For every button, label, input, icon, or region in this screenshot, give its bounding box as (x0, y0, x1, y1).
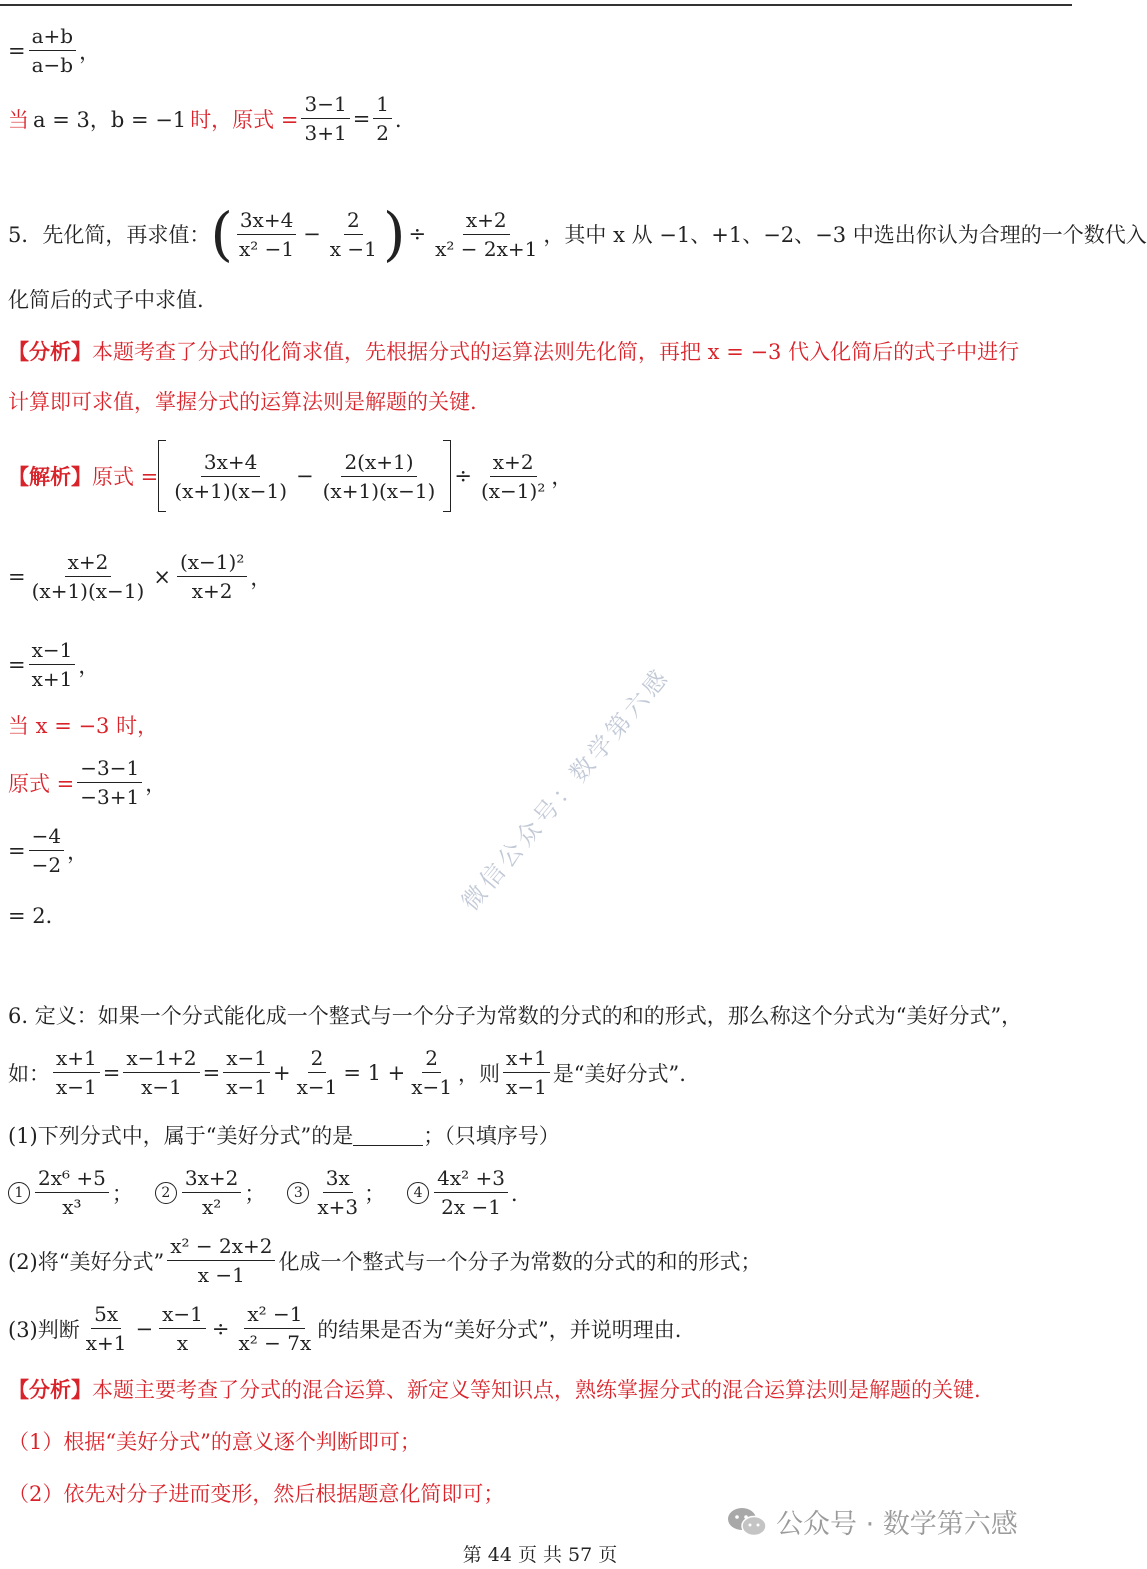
minus-sign: − (135, 1316, 154, 1341)
analysis-6 (8, 1374, 981, 1404)
question-text: 化简后的式子中求值. (8, 288, 204, 312)
logo-text: 公众号 · 数学第六感 (776, 1509, 1018, 1540)
solution-text: 原式 = (8, 771, 75, 796)
denominator: 3+1 (304, 121, 347, 145)
step-line-1 (8, 22, 100, 79)
question-6-example (8, 1044, 686, 1101)
times-sign: × (153, 564, 171, 589)
denominator: (x+1)(x−1) (174, 478, 288, 503)
numerator: (x−1)² (177, 548, 247, 577)
fraction (327, 206, 380, 263)
fraction (35, 1164, 109, 1221)
fraction (29, 636, 76, 693)
denominator: x+3 (317, 1195, 359, 1219)
denominator: x−1 (506, 1075, 547, 1099)
question-6-part1 (8, 1120, 560, 1150)
numerator: a+b (29, 22, 76, 51)
punctuation: ， (551, 465, 573, 489)
numerator: x+2 (490, 448, 537, 477)
equals-sign: = (102, 1060, 121, 1085)
equals-sign: = (8, 38, 26, 63)
question-6-part3 (8, 1300, 681, 1357)
punctuation: ； (364, 1181, 386, 1206)
question-text: 6. 定义：如果一个分式能化成一个整式与一个分子为常数的分式的和的形式，那么称这个分式为“美好分式”， (8, 1004, 1023, 1028)
numerator: 3x (323, 1164, 353, 1193)
wechat-logo (726, 1502, 1018, 1541)
question-text: ，其中 x 从 −1、+1、−2、−3 中选出你认为合理的一个数代入 (543, 223, 1147, 247)
minus-sign: − (303, 222, 321, 246)
denominator: x² −1 (239, 236, 295, 261)
question-text: ；（只填序号） (423, 1124, 560, 1148)
question-label: 5．先化简，再求值： (8, 223, 211, 247)
divide-sign: ÷ (454, 464, 472, 488)
denominator: x² (201, 1195, 222, 1219)
fraction (320, 448, 439, 505)
equals-sign: = (202, 1060, 221, 1085)
option-marker: 1 (8, 1182, 30, 1204)
denominator: 2 (376, 121, 390, 145)
equals-sign: = (352, 106, 371, 131)
plus-sign: + (273, 1060, 291, 1085)
fraction (294, 1044, 341, 1101)
numerator: 2 (344, 206, 363, 235)
text: 是“美好分式”. (552, 1061, 686, 1086)
punctuation: ； (244, 1181, 266, 1206)
question-6-options (8, 1164, 532, 1221)
minus-sign: − (296, 464, 314, 488)
punctuation: ． (511, 1181, 533, 1206)
denominator: x+1 (31, 667, 73, 691)
divide-sign: ÷ (211, 1316, 230, 1341)
fraction (408, 1044, 455, 1101)
numerator: 3−1 (301, 90, 349, 119)
solution-step-5 (8, 754, 166, 811)
divide-sign: ÷ (408, 222, 427, 246)
fraction (478, 448, 548, 505)
equals-sign: = (8, 838, 26, 863)
denominator: x² − 2x+1 (435, 236, 538, 261)
fraction (77, 754, 142, 811)
numerator: −4 (29, 822, 64, 851)
solution-step-4 (8, 710, 158, 740)
analysis-5-line2 (8, 386, 477, 416)
analysis-5 (8, 336, 1019, 366)
denominator: x−1 (296, 1075, 338, 1099)
numerator: 3x+4 (201, 448, 261, 477)
fraction (301, 90, 349, 147)
punctuation: ， (145, 771, 167, 796)
punctuation: ， (67, 839, 89, 864)
denominator: x+1 (85, 1331, 127, 1355)
fraction (314, 1164, 361, 1221)
wechat-icon (726, 1505, 768, 1539)
fraction (53, 1044, 100, 1101)
text: 时，原式 = (190, 107, 299, 132)
denominator: x−1 (226, 1075, 267, 1099)
denominator: (x+1)(x−1) (31, 579, 145, 603)
numerator: 3x+4 (237, 206, 297, 235)
fraction (432, 206, 540, 263)
fraction (167, 1232, 275, 1289)
denominator: x (176, 1331, 189, 1355)
solution-step-6 (8, 822, 88, 879)
denominator: x−1 (411, 1075, 453, 1099)
right-paren: ) (382, 200, 406, 268)
denominator: −3+1 (80, 785, 140, 809)
equals-sign: = (8, 564, 26, 589)
analysis-text: （2）依先对分子进而变形，然后根据题意化简即可； (8, 1482, 505, 1506)
fraction (177, 548, 247, 605)
denominator: (x+1)(x−1) (322, 478, 436, 503)
analysis-text: 本题主要考查了分式的混合运算、新定义等知识点，熟练掌握分式的混合运算法则是解题的关键. (92, 1378, 981, 1402)
denominator: x² − 7x (238, 1331, 312, 1355)
denominator: x³ (62, 1195, 82, 1219)
equals-sign: = (8, 652, 26, 677)
analysis-tag: 【分析】 (8, 339, 92, 364)
solution-step-1 (8, 440, 572, 512)
condition: a = 3，b = −1 (33, 107, 187, 132)
fraction (29, 22, 76, 79)
denominator: x −1 (197, 1263, 245, 1287)
punctuation: ， (250, 565, 272, 590)
numerator: x−1 (29, 636, 76, 665)
solution-step-7 (8, 900, 67, 930)
denominator: a−b (31, 53, 74, 77)
denominator: x−1 (141, 1075, 182, 1099)
punctuation: ． (395, 107, 417, 132)
numerator: x+2 (463, 206, 510, 235)
left-bracket (158, 440, 166, 512)
fraction (236, 206, 297, 263)
numerator: 2x⁶ +5 (35, 1164, 109, 1193)
result: = 2． (8, 904, 67, 928)
question-5 (8, 200, 1147, 268)
fraction (159, 1300, 206, 1357)
analysis-text: 本题考查了分式的化简求值，先根据分式的运算法则先化简，再把 x = −3 代入化简后的式子中进行 (92, 340, 1020, 364)
option-marker: 2 (155, 1182, 177, 1204)
analysis-text: （1）根据“美好分式”的意义逐个判断即可； (8, 1430, 421, 1454)
fraction (29, 548, 148, 605)
solution-tag: 【解析】 (8, 464, 92, 489)
question-5-line2 (8, 284, 204, 314)
punctuation: ， (78, 653, 100, 678)
numerator: −3−1 (77, 754, 142, 783)
numerator: x+1 (53, 1044, 100, 1073)
denominator: (x−1)² (480, 478, 546, 503)
fraction (236, 1300, 315, 1357)
answer-blank[interactable] (353, 1125, 423, 1146)
question-6 (8, 1000, 1022, 1030)
question-6-part2 (8, 1232, 761, 1289)
question-text: (3)判断 (8, 1317, 80, 1342)
analysis-6-hint2 (8, 1478, 504, 1508)
analysis-6-hint1 (8, 1426, 421, 1456)
question-text: 的结果是否为“美好分式”，并说明理由. (317, 1317, 682, 1342)
solution-text: 当 x = −3 时， (8, 714, 159, 738)
page-footer: 第 44 页 共 57 页 (462, 1544, 618, 1566)
right-bracket (443, 440, 451, 512)
numerator: 2 (422, 1044, 441, 1073)
question-text: (1)下列分式中，属于“美好分式”的是 (8, 1124, 354, 1148)
question-text: (2)将“美好分式” (8, 1249, 165, 1274)
numerator: 2(x+1) (341, 448, 416, 477)
substitution-line (8, 90, 416, 147)
question-text: 化成一个整式与一个分子为常数的分式的和的形式； (278, 1249, 762, 1274)
numerator: x−1 (159, 1300, 206, 1329)
numerator: 4x² +3 (434, 1164, 508, 1193)
denominator: −2 (31, 853, 62, 877)
solution-step-2 (8, 548, 271, 605)
solution-text: 原式 = (92, 465, 159, 489)
numerator: x² − 2x+2 (167, 1232, 275, 1261)
fraction (171, 448, 290, 505)
denominator: x+2 (191, 579, 233, 603)
numerator: x−1 (223, 1044, 270, 1073)
numerator: x² −1 (244, 1300, 305, 1329)
numerator: 5x (91, 1300, 121, 1329)
option-marker: 4 (407, 1182, 429, 1204)
option-marker: 3 (287, 1182, 309, 1204)
text: 当 (8, 107, 29, 132)
denominator: x−1 (56, 1075, 97, 1099)
fraction (434, 1164, 508, 1221)
numerator: x+2 (65, 548, 112, 577)
punctuation: ， (79, 39, 101, 64)
numerator: 1 (373, 90, 392, 119)
text: ，则 (458, 1061, 501, 1086)
punctuation: ； (111, 1181, 133, 1206)
numerator: 3x+2 (182, 1164, 242, 1193)
fraction (182, 1164, 242, 1221)
fraction (29, 822, 64, 879)
numerator: 2 (308, 1044, 327, 1073)
fraction (503, 1044, 550, 1101)
numerator: x−1+2 (123, 1044, 199, 1073)
fraction (223, 1044, 270, 1101)
top-rule (0, 4, 1072, 6)
fraction (123, 1044, 199, 1101)
fraction (83, 1300, 130, 1357)
left-paren: ( (210, 200, 234, 268)
analysis-text: 计算即可求值，掌握分式的运算法则是解题的关键. (8, 390, 477, 414)
denominator: 2x −1 (441, 1195, 501, 1219)
text: 如： (8, 1061, 50, 1086)
numerator: x+1 (503, 1044, 550, 1073)
text: = 1 + (343, 1060, 406, 1085)
fraction (373, 90, 392, 147)
denominator: x −1 (329, 236, 377, 261)
solution-step-3 (8, 636, 99, 693)
analysis-tag: 【分析】 (8, 1377, 92, 1402)
watermark: 微信公众号：数学第六感 (456, 662, 676, 917)
